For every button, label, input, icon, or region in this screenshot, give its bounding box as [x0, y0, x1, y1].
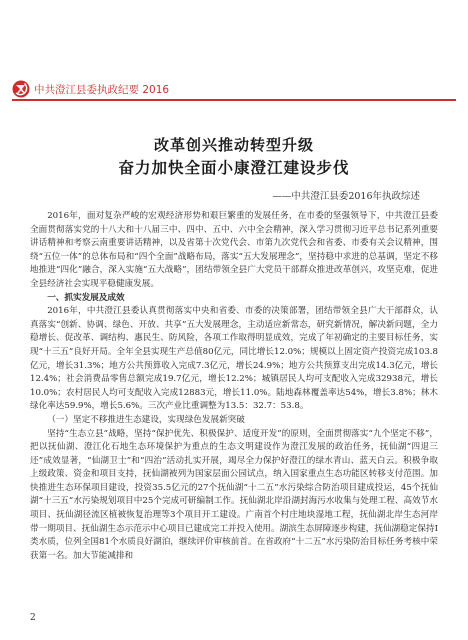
article-body — [30, 210, 438, 563]
subsection-heading: （一）坚定不移推进生态建设，实现绿色发展新突破 — [47, 414, 245, 425]
page-number: 2 — [30, 613, 36, 623]
article-title-line-1: 改革创兴推动转型升级 — [153, 136, 314, 154]
running-title: 中共澄江县委执政纪要 2016 — [34, 84, 170, 96]
intro-paragraph: 2016年，面对复杂严峻的宏观经济形势和艰巨繁重的发展任务，在市委的坚强领导下，中共澄江县委全面贯彻落实党的十八大和十八届三中、四中、五中、六中全会精神，深入学习贯彻习近平总书记系列重要讲话精神和考察云南重要讲话精神，以及省第十次党代会、市第九次党代会和省委、市委有关会议精神，围绕“五位一体”的总体布局和“四个全面”战略布局，落实“五大发展理念”，坚持稳中求进的总基调，坚定不移地推进“四化”融合，深入实施“五大战略”，团结带领全县广大党员干部群众推进改革创兴，攻坚克难，促进全县经济社会实现平稳健康发展。 — [30, 211, 438, 289]
section-heading: 一、抓实发展及成效 — [47, 292, 125, 303]
party-emblem-icon — [12, 80, 30, 98]
section-paragraph: 2016年，中共澄江县委认真贯彻落实中央和省委、市委的决策部署，团结带领全县广大干部群众，认真落实“创新、协调、绿色、开放、共享”五大发展理念，主动适应新常态，研究新情况，解决新问题，全力稳增长、促改革、调结构、惠民生、防风险，各项工作取得明显成效，完成了年初确定的主要目标任务，实现“十三五”良好开局。全年全县实现生产总值80亿元，同比增长12.0%；规模以上固定资产投资完成103.8亿元，增长31.3%；地方公共预算收入完成7.3亿元，增长24.9%；地方公共预算支出完成14.3亿元，增长12.4%；社会消费品零售总额完成19.7亿元，增长12.2%；城镇居民人均可支配收入完成32938元，增长10.0%；农村居民人均可支配收入完成12883元，增长11.0%。陆地森林覆盖率达54%，增长3.8%；林木绿化率达59.9%，增长5.6%。三次产业比重调整为13.5：32.7：53.8。 — [30, 306, 438, 412]
article-byline: ——中共澄江县委2016年执政综述 — [272, 191, 420, 202]
header-rule — [12, 99, 456, 101]
running-header — [12, 80, 456, 100]
subsection-paragraph: 坚持“生态立县”战略，坚持“保护优先、积极保护、适度开发”的原则，全面贯彻落实“九个坚定不移”，把以抚仙湖、澄江化石地生态环境保护为重点的生态文明建设作为澄江发展的政治任务，抚仙湖“四退三还”成效显著，“仙湖卫士”和“四治”活动扎实开展，竭尽全力保护好澄江的绿水青山、蓝天白云。积极争取上级政策、资金和项目支持，抚仙湖被列为国家层面公园试点，纳入国家重点生态功能区转移支付范围。加快推进生态环保项目建设，投资35.5亿元的27个抚仙湖“十二五”水污染综合防治项目建成投运，45个抚仙湖“十三五”水污染规划项目中25个完成可研编制工作。抚仙湖北岸沿湖封海污水收集与处理工程、高效节水项目、抚仙湖径流区植被恢复治理等3个项目开工建设。广南首个村庄地块湿地工程，抚仙湖北岸生态河岸带一期项目、抚仙湖生态示范示中心项目已建成完工并投入使用。湖滨生态屏障逐步构建，抚仙湖稳定保持Ⅰ类水质，位列全国81个水质良好湖泊，继续评价审核前首。在省政府“十二五”水污染防治目标任务考核中荣获第一名。加大节能减排和 — [30, 428, 438, 561]
article-title-line-2: 奋力加快全面小康澄江建设步伐 — [118, 158, 350, 177]
